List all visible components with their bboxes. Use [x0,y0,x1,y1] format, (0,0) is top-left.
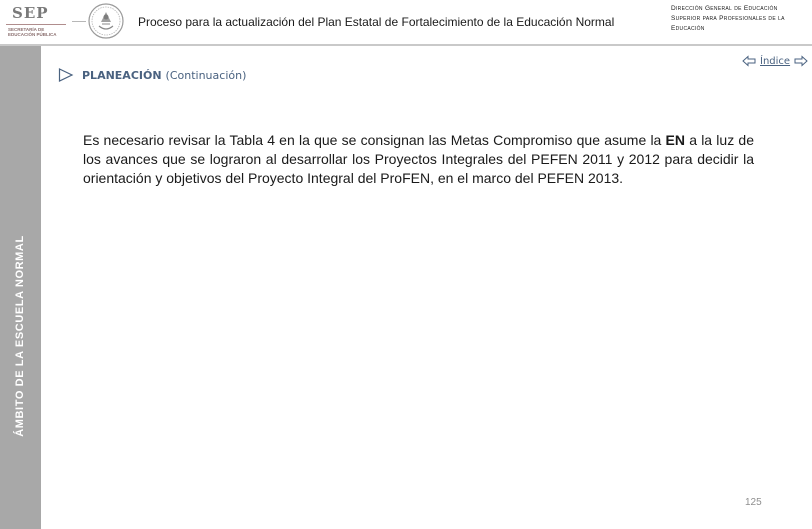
index-link[interactable]: Índice [760,55,791,67]
page-header [0,0,812,44]
section-title: PLANEACIÓN [82,68,162,82]
sep-logo-line1: SECRETARÍA DE [8,27,45,32]
sep-logo-acronym: SEP [12,4,49,22]
index-navigation [742,54,808,68]
body-paragraph [83,131,754,188]
paragraph-text-after: a la luz de los avances que se lograron al desarrollar los Proyectos Integrales del PEFEN 2011 y 2012 para decidir la orientación y objetivos del Proyecto Integral del ProFEN, en el marco del PEFEN 2013. [83,132,754,186]
sidebar-label: ÁMBITO DE LA ESCUELA NORMAL [14,235,26,437]
page-number: 125 [745,497,762,508]
section-subtitle: (Continuación) [165,68,247,82]
national-seal-icon [87,2,125,40]
sidebar [0,46,41,529]
document-title: Proceso para la actualización del Plan Estatal de Fortalecimiento de la Educación Normal [138,15,615,29]
sep-logo-rule [6,24,66,25]
organization-name [671,4,803,34]
sep-logo-subtitle [8,27,70,37]
organization-name-text: Dirección General de Educación Superior para Profesionales de la Educación [671,5,785,32]
arrow-right-outline-icon[interactable] [794,55,808,67]
play-outline-icon [58,68,74,82]
sep-logo [4,3,68,41]
sep-logo-line2: EDUCACIÓN PÚBLICA [8,32,57,37]
header-rule [0,44,812,46]
paragraph-text-before: Es necesario revisar la Tabla 4 en la que se consignan las Metas Compromiso que asume la [83,132,666,148]
arrow-left-outline-icon[interactable] [742,55,756,67]
paragraph-bold-term: EN [665,132,685,148]
header-divider [72,21,86,22]
section-heading [58,67,246,83]
